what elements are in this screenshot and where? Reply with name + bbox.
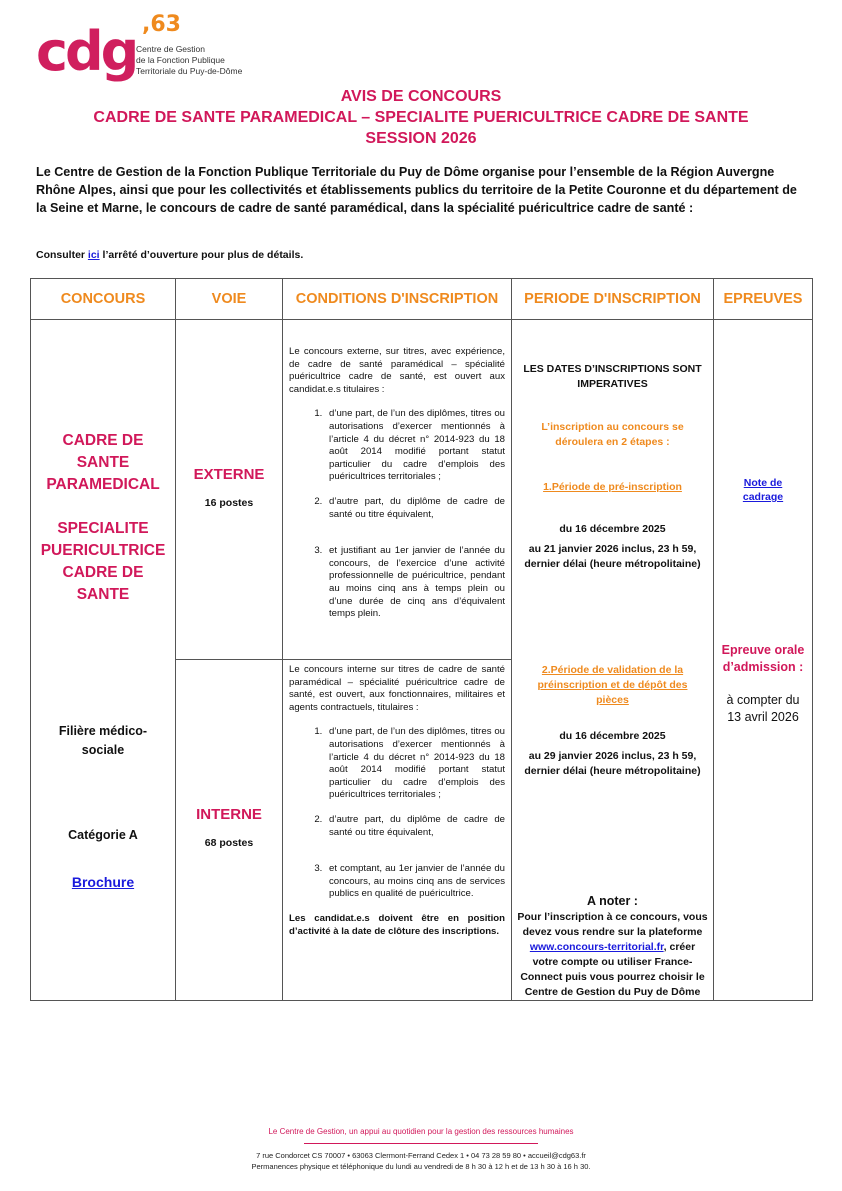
header-periode: PERIODE D'INSCRIPTION [512, 279, 714, 320]
categorie: Catégorie A [68, 828, 138, 842]
cdg63-logo: cdg ,63 Centre de Gestion de la Fonction Publique Territoriale du Puy-de-Dôme [36, 12, 243, 83]
note-de-cadrage-link[interactable]: Note de cadrage [742, 477, 784, 503]
step1-title: 1.Période de pré-inscription [543, 481, 682, 493]
brochure-link[interactable]: Brochure [71, 874, 135, 890]
header-voie: VOIE [176, 279, 283, 320]
concours-territorial-link[interactable]: www.concours-territorial.fr [529, 941, 664, 953]
footer-tagline: Le Centre de Gestion, un appui au quotidien pour la gestion des ressources humaines [268, 1127, 574, 1136]
footer-contact: 7 rue Condorcet CS 70007 • 63063 Clermont-Ferrand Cedex 1 • 04 73 28 59 80 • accueil@cdg63.fr Permanences physique et téléphonique du lundi au vendredi de 8 h 30 à 12 h et de 13 h 30 à 16 h 30. [251, 1151, 591, 1171]
periode-cell: LES DATES D’INSCRIPTIONS SONT IMPERATIVES L’inscription au concours se déroulera en 2 étapes : 1.Période de pré-inscription du 16 décembre 2025 au 21 janvier 2026 inclus, 23 h 59, dernier délai (heure métropolitaine) 2.Période de validation de la préinscription et de dépôt des pièces du 16 décembre 2025 au 29 janvier 2026 inclus, 23 h 59, dernier délai (heure métropolitaine) A noter : Pour l’inscription à ce concours, vous devez vous rendre sur la plateforme www.concours-territorial.fr, créer votre compte ou utiliser France-Connect puis vous pourrez choisir le Centre de Gestion du Puy de Dôme [512, 320, 714, 1001]
concours-cell [31, 320, 176, 1001]
conditions-interne: Le concours interne sur titres de cadre de santé paramédical – spécialité puéricultrice cadre de santé, est ouvert, aux fonctionnaires, militaires et agents contractuels, titulaires : 1. d’une part, de l’un des diplômes, titres ou autorisations d’exercer mentionnés à l’article 4 du décret n° 2014-923 du 18 août 2014 modifié portant statut particulier du cadre d’emplois des puéricultrices territoriales ; 2. d’autre part, du diplôme de cadre de santé ou titre équivalent, 3. et comptant, au 1er janvier de l’année du concours, au moins cinq ans de services publics en qualité de puéricultrice. Les candidat.e.s doivent être en position d’activité à la date de clôture des inscriptions. [283, 660, 512, 1001]
step2-title: 2.Période de validation de la préinscription et de dépôt des pièces [537, 664, 688, 706]
voie-interne: INTERNE 68 postes [176, 660, 283, 1001]
epreuves-cell: Note de cadrage Epreuve orale d’admission : à compter du 13 avril 2026 [714, 320, 813, 1001]
header-concours: CONCOURS [31, 279, 176, 320]
concours-name: CADRE DE SANTE PARAMEDICAL SPECIALITE PUERICULTRICE CADRE DE SANTE [40, 432, 166, 603]
arrete-link[interactable]: ici [87, 249, 100, 261]
filiere: Filière médico-sociale [58, 724, 148, 757]
header-conditions: CONDITIONS D'INSCRIPTION [283, 279, 512, 320]
header-epreuves: EPREUVES [714, 279, 813, 320]
voie-externe: EXTERNE 16 postes [176, 320, 283, 660]
consult-line: Consulter ici l’arrêté d’ouverture pour plus de détails. [36, 249, 304, 261]
page-title: AVIS DE CONCOURS CADRE DE SANTE PARAMEDICAL – SPECIALITE PUERICULTRICE CADRE DE SANTE SESSION 2026 [93, 88, 749, 147]
intro-paragraph: Le Centre de Gestion de la Fonction Publique Territoriale du Puy de Dôme organise pour l’ensemble de la Région Auvergne Rhône Alpes, ainsi que pour les collectivités et établissements publics du territoire de la Petite Couronne et du département de la Seine et Marne, le concours de cadre de santé paramédical, dans la spécialité puéricultrice cadre de santé : [36, 165, 797, 215]
conditions-externe: Le concours externe, sur titres, avec expérience, de cadre de santé paramédical – spécialité puéricultrice cadre de santé, est ouvert aux candidat.e.s titulaires : 1. d’une part, de l’un des diplômes, titres ou autorisations d’exercer mentionnés à l’article 4 du décret n° 2014-923 du 18 août 2014 modifié portant statut particulier du cadre d’emplois des puéricultrices territoriales ; 2. d’autre part, du diplôme de cadre de santé ou titre équivalent, 3. et justifiant au 1er janvier de l’année du concours, de l’exercice d’une activité professionnelle de puéricultrice, pendant au moins cinq ans à temps plein ou d’une durée de cinq ans d’équivalent temps plein. [283, 320, 512, 660]
note-text: Pour l’inscription à ce concours, vous devez vous rendre sur la plateforme www.concours-territorial.fr, créer votre compte ou utiliser France-Connect puis vous pourrez choisir le Centre de Gestion du Puy de Dôme [517, 911, 708, 998]
footer-divider [304, 1143, 538, 1144]
concours-table [30, 278, 813, 1001]
